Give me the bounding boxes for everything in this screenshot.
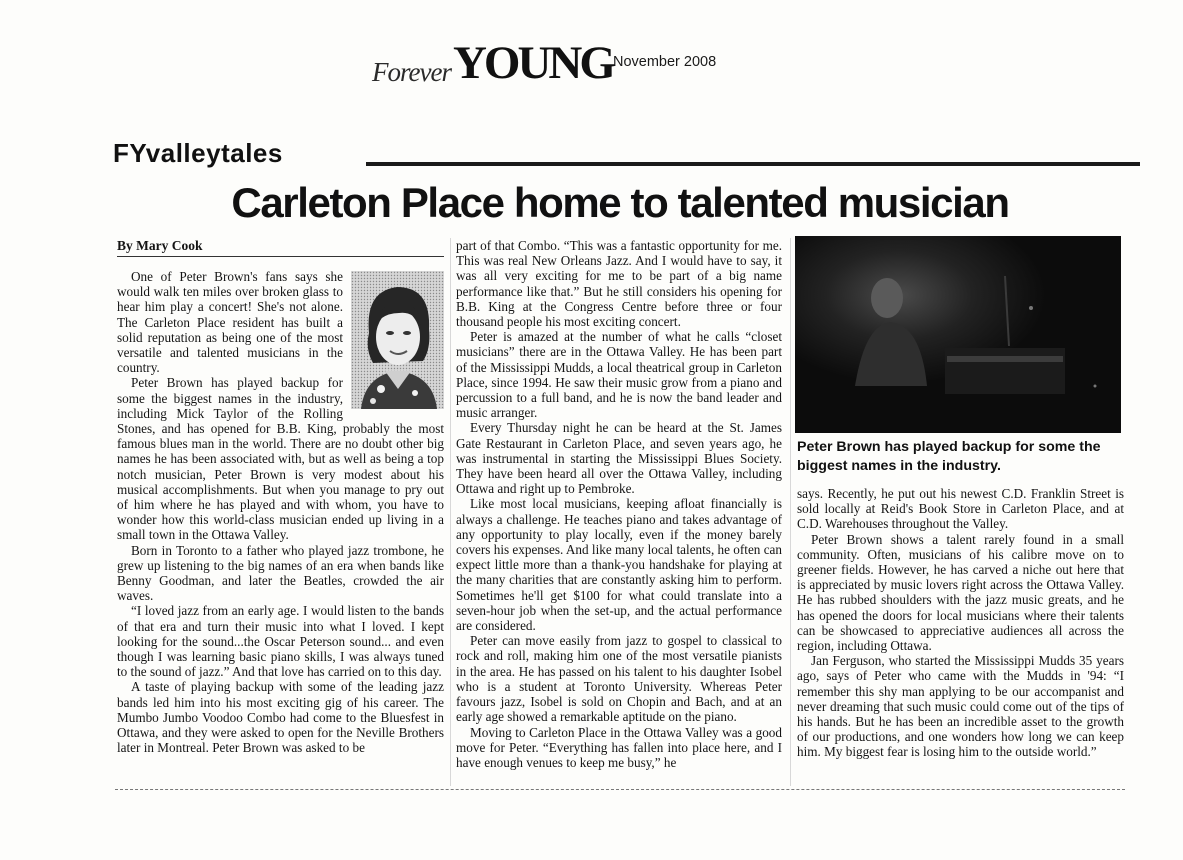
section-rule <box>366 162 1140 166</box>
article-column-2 <box>456 238 782 770</box>
paragraph: Moving to Carleton Place in the Ottawa Valley was a good move for Peter. “Everything has fallen into place here, and I have enough venues to keep me busy,” he <box>456 724 782 770</box>
masthead-logo <box>372 36 613 90</box>
paragraph: Peter Brown shows a talent rarely found in a small community. Often, musicians of his calibre move on to greener fields. However, he has carved a niche out here that is appreciated by music lovers right across the Ottawa Valley. He has rubbed shoulders with the jazz music greats, and he has opened the doors for local musicians where their talents can be showcased to appreciative audiences all across the region, including Ottawa. <box>797 531 1124 654</box>
headline: Carleton Place home to talented musician <box>231 179 1009 226</box>
paragraph: A taste of playing backup with some of the leading jazz bands led him into his most exciting gig of his career. The Mumbo Jumbo Voodoo Combo had come to the Bluesfest in Ottawa, and they were asked to open for the Neville Brothers later in Montreal. Peter Brown was asked to be <box>117 679 444 756</box>
paragraph: Every Thursday night he can be heard at the St. James Gate Restaurant in Carleton Place, and seven years ago, he was instrumental in starting the Mississippi Blues Society. They have been heard all over the Ottawa Valley, including Ottawa and right up to Pembroke. <box>456 420 782 497</box>
paragraph: “I loved jazz from an early age. I would listen to the bands of that era and turn their music into what I loved. I kept looking for the sound...the Oscar Peterson sound... and even though I was learning basic piano skills, I was always tuned to the sound of jazz.” And that love has carried on to this day. <box>117 603 444 680</box>
paragraph: Like most local musicians, keeping afloat financially is always a challenge. He teaches piano and takes advantage of any opportunity to play locally, even if the money barely covers his expenses. And like many local talents, he often can expect little more than a thank-you handshake for playing at the many charities that are constantly asking him to perform. Sometimes he'll get $100 for what could translate into a seven-hour job when the set-up, and the actual performance are considered. <box>456 496 782 634</box>
performer-photo <box>795 236 1121 433</box>
paragraph: part of that Combo. “This was a fantastic opportunity for me. This was real New Orleans Jazz. And I would have to say, it was all very exciting for me to be part of a big name performance like that.” But he still considers his opening for B.B. King at the Congress Centre before three or four thousand people his most exciting concert. <box>456 238 782 330</box>
column-divider <box>450 238 451 786</box>
photo-caption: Peter Brown has played backup for some the biggest names in the industry. <box>797 439 1101 474</box>
footer-rule <box>115 789 1125 790</box>
paragraph: Born in Toronto to a father who played jazz trombone, he grew up listening to the big names of an era when bands like Benny Goodman, and later the Beatles, crowded the air waves. <box>117 542 444 604</box>
paragraph: Peter can move easily from jazz to gospel to classical to rock and roll, making him one of the most versatile pianists in the area. He has passed on his talent to his daughter Isobel who is a student at Toronto University. Whereas Peter favours jazz, Isobel is sold on Chopin and Bach, and at an early age showed a remarkable aptitude on the piano. <box>456 633 782 725</box>
column-divider <box>790 238 791 786</box>
article-column-3 <box>797 486 1124 760</box>
paragraph: Peter is amazed at the number of what he calls “closet musicians” there are in the Ottawa Valley. He has been part of the Mississippi Mudds, a local theatrical group in Carleton Place, since 1994. He saw their music grow from a piano and percussion to a full band, and he is now the band leader and music arranger. <box>456 329 782 421</box>
section-label: FYvalleytales <box>113 138 283 168</box>
article-column-1 <box>117 269 444 756</box>
masthead-prefix: Forever <box>372 57 451 87</box>
paragraph: says. Recently, he put out his newest C.D. Franklin Street is sold locally at Reid's Book Store in Carleton Place, and at C.D. Warehouses throughout the Valley. <box>797 486 1124 532</box>
issue-date: November 2008 <box>613 54 717 70</box>
paragraph: One of Peter Brown's fans says she would walk ten miles over broken glass to hear him play a concert! She's not alone. The Carleton Place resident has built a solid reputation as being one of the most versatile and talented musicians in the country. <box>117 269 444 375</box>
author-portrait-photo <box>351 271 444 409</box>
byline: By Mary Cook <box>117 238 444 257</box>
paragraph: Peter Brown has played backup for some the biggest names in the industry, including Mick Taylor of the Rolling Stones, and has opened for B.B. King, probably the most famous blues man in the world. There are no doubt other big names he has been associated with, but as well as being a top notch musician, Peter Brown is very modest about his musical accomplishments. But when you manage to pry out of him where he has played and with whom, you have to wonder how this world-class musician ended up living in a small town in the Ottawa Valley. <box>117 375 444 543</box>
paragraph: Jan Ferguson, who started the Mississippi Mudds 35 years ago, says of Peter who came with the Mudds in '94: “I remember this shy man applying to be our accompanist and never dreaming that such music could come out of the tips of his hands. But he has been an incredible asset to the growth of our productions, and one wonders how long we can keep him. My biggest fear is losing him to the outside world.” <box>797 653 1124 760</box>
masthead-name: YOUNG <box>452 37 613 90</box>
